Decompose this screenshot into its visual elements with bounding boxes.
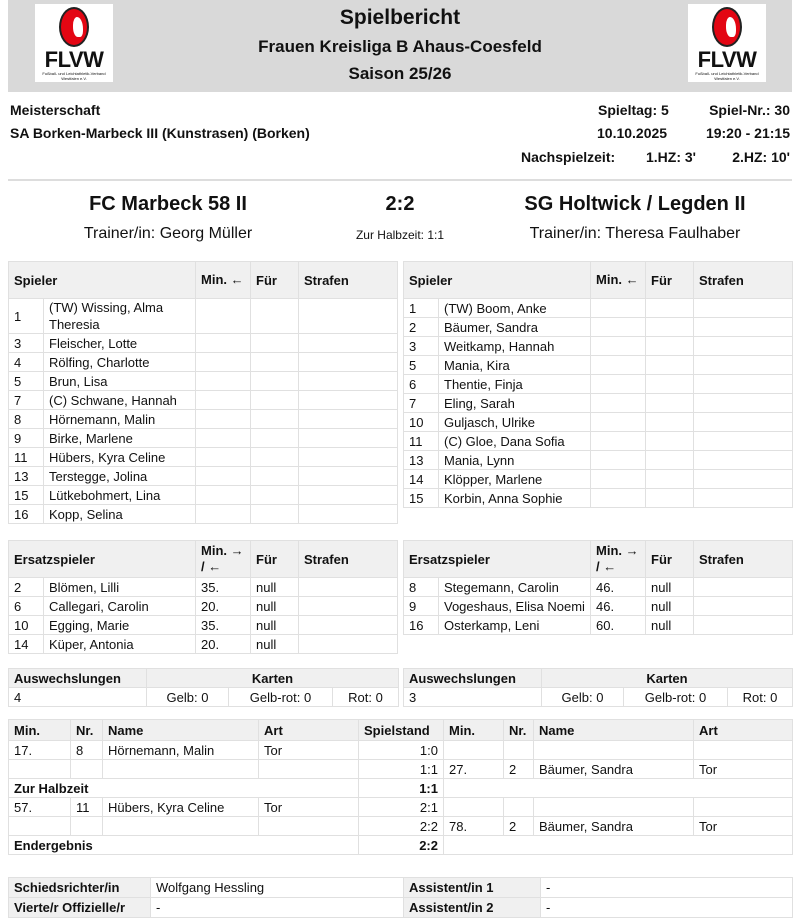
player-row [404,375,793,394]
for-player [251,391,299,410]
minute-header: Min. ← [591,262,646,299]
player-name: Birke, Marlene [44,429,196,448]
shirt-number: 6 [404,375,439,394]
scorer-name: Hübers, Kyra Celine [103,798,259,817]
yellow-cards: Gelb: 0 [542,688,624,707]
goals-header-3: Art [259,720,359,741]
player-row [404,337,793,356]
away-trainer: Trainer/in: Theresa Faulhaber [529,225,741,242]
for-player [251,448,299,467]
player-name: (C) Gloe, Dana Sofia [439,432,591,451]
home-team: FC Marbeck 58 II [89,193,247,215]
player-header: Ersatzspieler [404,541,591,578]
player-name: Korbin, Anna Sophie [439,489,591,508]
halftime-score: Zur Halbzeit: 1:1 [355,228,445,242]
shirt-number: 3 [9,334,44,353]
player-row [9,391,398,410]
player-row [404,470,793,489]
player-name: Guljasch, Ulrike [439,413,591,432]
summary-score: 2:2 [359,836,444,855]
for-player [646,299,694,318]
player-name: Blömen, Lilli [44,578,196,597]
home-subs-table [8,540,398,654]
goal-type: Tor [259,798,359,817]
minute [196,505,251,524]
shirt-number: 11 [9,448,44,467]
for-player [646,432,694,451]
shirt-number: 11 [71,798,103,817]
minute: 57. [9,798,71,817]
shirt-number: 16 [404,616,439,635]
minute: 27. [444,760,504,779]
goal-type [259,760,359,779]
player-header: Ersatzspieler [9,541,196,578]
minute [591,318,646,337]
summary-score: 1:1 [359,779,444,798]
substitute-row [404,597,793,616]
extra-time-1: 1.HZ: 3' [646,149,697,165]
penalties [694,375,793,394]
goal-type [694,741,793,760]
home-trainer: Trainer/in: Georg Müller [83,225,253,242]
penalties [694,318,793,337]
player-name: Hübers, Kyra Celine [44,448,196,467]
player-row [404,489,793,508]
shirt-number: 7 [9,391,44,410]
for-player: null [251,597,299,616]
minute [591,375,646,394]
for-player [251,429,299,448]
player-row [9,299,398,334]
for-player [646,451,694,470]
shirt-number: 6 [9,597,44,616]
minute: 60. [591,616,646,635]
minute [9,760,71,779]
for-player: null [251,616,299,635]
for-player [251,334,299,353]
penalties [694,616,793,635]
minute [444,741,504,760]
player-name: Klöpper, Marlene [439,470,591,489]
player-row [404,413,793,432]
minute [591,432,646,451]
for-header: Für [646,541,694,578]
fourth-official-name: - [151,898,404,918]
for-player [646,489,694,508]
minute [196,486,251,505]
score: 1:0 [359,741,444,760]
penalties [299,372,398,391]
season: Saison 25/26 [348,64,452,83]
player-name: Callegari, Carolin [44,597,196,616]
substitute-row [9,635,398,654]
for-player [646,318,694,337]
shirt-number [71,760,103,779]
summary-row [9,779,793,798]
penalties [694,470,793,489]
shirt-number: 2 [404,318,439,337]
for-player: null [251,578,299,597]
yellow-red-cards: Gelb-rot: 0 [229,688,333,707]
for-header: Für [646,262,694,299]
minute: 78. [444,817,504,836]
player-name: Mania, Lynn [439,451,591,470]
player-row [404,356,793,375]
minute [591,394,646,413]
penalties [694,337,793,356]
player-name: Weitkamp, Hannah [439,337,591,356]
minute [196,391,251,410]
shirt-number: 8 [71,741,103,760]
shirt-number: 8 [404,578,439,597]
goals-header-6: Nr. [504,720,534,741]
player-name: Brun, Lisa [44,372,196,391]
substitute-row [9,578,398,597]
player-row [9,486,398,505]
shirt-number [504,741,534,760]
player-name: (C) Schwane, Hannah [44,391,196,410]
for-player [251,372,299,391]
penalties [694,356,793,375]
penalties [299,616,398,635]
shirt-number [504,798,534,817]
player-name: Mania, Kira [439,356,591,375]
penalties [299,429,398,448]
match-time: 19:20 - 21:15 [705,125,790,141]
penalties [299,299,398,334]
penalties [299,334,398,353]
minute: 46. [591,578,646,597]
minute [591,356,646,375]
extra-time-2: 2.HZ: 10' [732,149,790,165]
score: 2:1 [359,798,444,817]
away-subs-table [403,540,793,635]
substitute-row [404,616,793,635]
player-name: Osterkamp, Leni [439,616,591,635]
player-name: Eling, Sarah [439,394,591,413]
score: 2:2 [359,817,444,836]
goals-header-2: Name [103,720,259,741]
goals-header-1: Nr. [71,720,103,741]
minute: 46. [591,597,646,616]
penalties [694,578,793,597]
shirt-number [71,817,103,836]
for-player [251,410,299,429]
for-player [646,470,694,489]
shirt-number: 15 [404,489,439,508]
penalties [299,486,398,505]
penalties [694,489,793,508]
minute-header: Min. → / ← [196,541,251,578]
for-player [251,467,299,486]
penalties [694,394,793,413]
player-name: Egging, Marie [44,616,196,635]
penalties [299,391,398,410]
player-header: Spieler [404,262,591,299]
red-cards: Rot: 0 [728,688,793,707]
goals-header-4: Spielstand [359,720,444,741]
for-player [251,505,299,524]
spiel-nr: Spiel-Nr.: 30 [709,102,790,118]
minute [196,334,251,353]
penalties [694,413,793,432]
player-row [9,410,398,429]
shirt-number: 16 [9,505,44,524]
player-name: Bäumer, Sandra [439,318,591,337]
player-name: Thentie, Finja [439,375,591,394]
minute [444,798,504,817]
shirt-number: 9 [404,597,439,616]
fourth-official-label: Vierte/r Offizielle/r [9,898,151,918]
minute [591,451,646,470]
yellow-cards: Gelb: 0 [147,688,229,707]
report-title: Spielbericht [339,6,461,29]
player-name: (TW) Wissing, Alma Theresia [44,299,196,334]
goals-header-7: Name [534,720,694,741]
match-date: 10.10.2025 [597,125,668,141]
nachspielzeit-label: Nachspielzeit: [521,149,616,165]
player-row [404,318,793,337]
shirt-number: 11 [404,432,439,451]
penalties-header: Strafen [299,262,398,299]
player-row [9,467,398,486]
shirt-number: 2 [504,817,534,836]
minute [196,410,251,429]
assistant2-label: Assistent/in 2 [404,898,541,918]
player-name: Fleischer, Lotte [44,334,196,353]
player-row [9,372,398,391]
empty-cell [444,779,793,798]
officials-table [8,877,793,918]
shirt-number: 5 [404,356,439,375]
player-name: Küper, Antonia [44,635,196,654]
minute [196,372,251,391]
subs-header: Auswechslungen [9,669,147,688]
player-row [404,394,793,413]
shirt-number: 4 [9,353,44,372]
minute [591,470,646,489]
player-row [9,353,398,372]
assistant1-label: Assistent/in 1 [404,878,541,898]
player-name: Hörnemann, Malin [44,410,196,429]
shirt-number: 3 [404,337,439,356]
player-row [9,334,398,353]
minute: 20. [196,597,251,616]
shirt-number: 15 [9,486,44,505]
summary-label: Zur Halbzeit [9,779,359,798]
player-row [404,432,793,451]
penalties [299,448,398,467]
scorer-name [534,798,694,817]
scorer-name: Bäumer, Sandra [534,817,694,836]
player-name: Terstegge, Jolina [44,467,196,486]
cards-header: Karten [542,669,793,688]
penalties [299,597,398,616]
substitute-row [9,616,398,635]
minute [591,413,646,432]
for-player [646,375,694,394]
shirt-number: 14 [404,470,439,489]
goal-type [694,798,793,817]
minute [196,429,251,448]
minute [196,448,251,467]
for-player: null [646,578,694,597]
cards-header: Karten [147,669,399,688]
goal-row [9,741,793,760]
penalties [299,467,398,486]
shirt-number: 1 [9,299,44,334]
yellow-red-cards: Gelb-rot: 0 [624,688,728,707]
penalties [299,353,398,372]
for-player: null [646,616,694,635]
minute-header: Min. ← [196,262,251,299]
for-player [646,356,694,375]
for-player: null [251,635,299,654]
minute [196,467,251,486]
penalties [299,578,398,597]
referee-label: Schiedsrichter/in [9,878,151,898]
penalties [694,451,793,470]
shirt-number: 5 [9,372,44,391]
empty-cell [444,836,793,855]
referee-name: Wolfgang Hessling [151,878,404,898]
shirt-number: 8 [9,410,44,429]
shirt-number: 10 [404,413,439,432]
assistant2-name: - [541,898,793,918]
player-row [404,299,793,318]
minute [9,817,71,836]
player-row [404,451,793,470]
for-player [646,413,694,432]
flvw-logo-left: FLVW Fußball- und Leichtathletik-Verband Westfalen e.V. [35,4,113,82]
player-row [9,448,398,467]
for-player [251,299,299,334]
home-lineup-table [8,261,398,524]
subs-count: 4 [9,688,147,707]
goal-row [9,798,793,817]
final-score: 2:2 [385,193,415,215]
goal-row [9,760,793,779]
goal-type: Tor [259,741,359,760]
shirt-number: 7 [404,394,439,413]
goals-header-0: Min. [9,720,71,741]
player-row [9,505,398,524]
shirt-number: 13 [404,451,439,470]
minute-header: Min. → / ← [591,541,646,578]
minute: 35. [196,616,251,635]
player-name: Vogeshaus, Elisa Noemi [439,597,591,616]
scorer-name [103,817,259,836]
penalties-header: Strafen [694,262,793,299]
shirt-number: 9 [9,429,44,448]
shirt-number: 10 [9,616,44,635]
scorer-name: Hörnemann, Malin [103,741,259,760]
penalties [299,635,398,654]
score: 1:1 [359,760,444,779]
competition: Meisterschaft [10,102,101,118]
penalties-header: Strafen [694,541,793,578]
league-name: Frauen Kreisliga B Ahaus-Coesfeld [258,37,542,56]
for-player [646,394,694,413]
subs-count: 3 [404,688,542,707]
penalties [299,505,398,524]
shirt-number: 1 [404,299,439,318]
goal-type: Tor [694,817,793,836]
summary-row [9,836,793,855]
away-team: SG Holtwick / Legden II [524,193,746,215]
penalties-header: Strafen [299,541,398,578]
minute: 35. [196,578,251,597]
shirt-number: 13 [9,467,44,486]
minute [196,299,251,334]
penalties [299,410,398,429]
shirt-number: 2 [504,760,534,779]
summary-label: Endergebnis [9,836,359,855]
for-player [251,353,299,372]
player-name: Rölfing, Charlotte [44,353,196,372]
goals-header-5: Min. [444,720,504,741]
away-stats-table [403,668,793,707]
scorer-name [534,741,694,760]
venue: SA Borken-Marbeck III (Kunstrasen) (Borken) [10,125,310,141]
red-cards: Rot: 0 [333,688,399,707]
substitute-row [9,597,398,616]
substitute-row [404,578,793,597]
subs-header: Auswechslungen [404,669,542,688]
for-player: null [646,597,694,616]
minute: 20. [196,635,251,654]
minute [591,489,646,508]
penalties [694,432,793,451]
scorer-name [103,760,259,779]
goals-header-8: Art [694,720,793,741]
away-lineup-table [403,261,793,508]
for-header: Für [251,541,299,578]
assistant1-name: - [541,878,793,898]
player-row [9,429,398,448]
minute [196,353,251,372]
player-name: (TW) Boom, Anke [439,299,591,318]
player-name: Kopp, Selina [44,505,196,524]
minute [591,337,646,356]
minute [591,299,646,318]
for-player [646,337,694,356]
minute: 17. [9,741,71,760]
player-name: Lütkebohmert, Lina [44,486,196,505]
flvw-logo-right: FLVW Fußball- und Leichtathletik-Verband Westfalen e.V. [688,4,766,82]
scorer-name: Bäumer, Sandra [534,760,694,779]
for-header: Für [251,262,299,299]
goal-row [9,817,793,836]
penalties [694,597,793,616]
for-player [251,486,299,505]
player-name: Stegemann, Carolin [439,578,591,597]
goal-type [259,817,359,836]
divider [8,179,792,181]
shirt-number: 2 [9,578,44,597]
spieltag: Spieltag: 5 [598,102,669,118]
penalties [694,299,793,318]
goals-table [8,719,793,855]
goal-type: Tor [694,760,793,779]
shirt-number: 14 [9,635,44,654]
player-header: Spieler [9,262,196,299]
home-stats-table [8,668,399,707]
